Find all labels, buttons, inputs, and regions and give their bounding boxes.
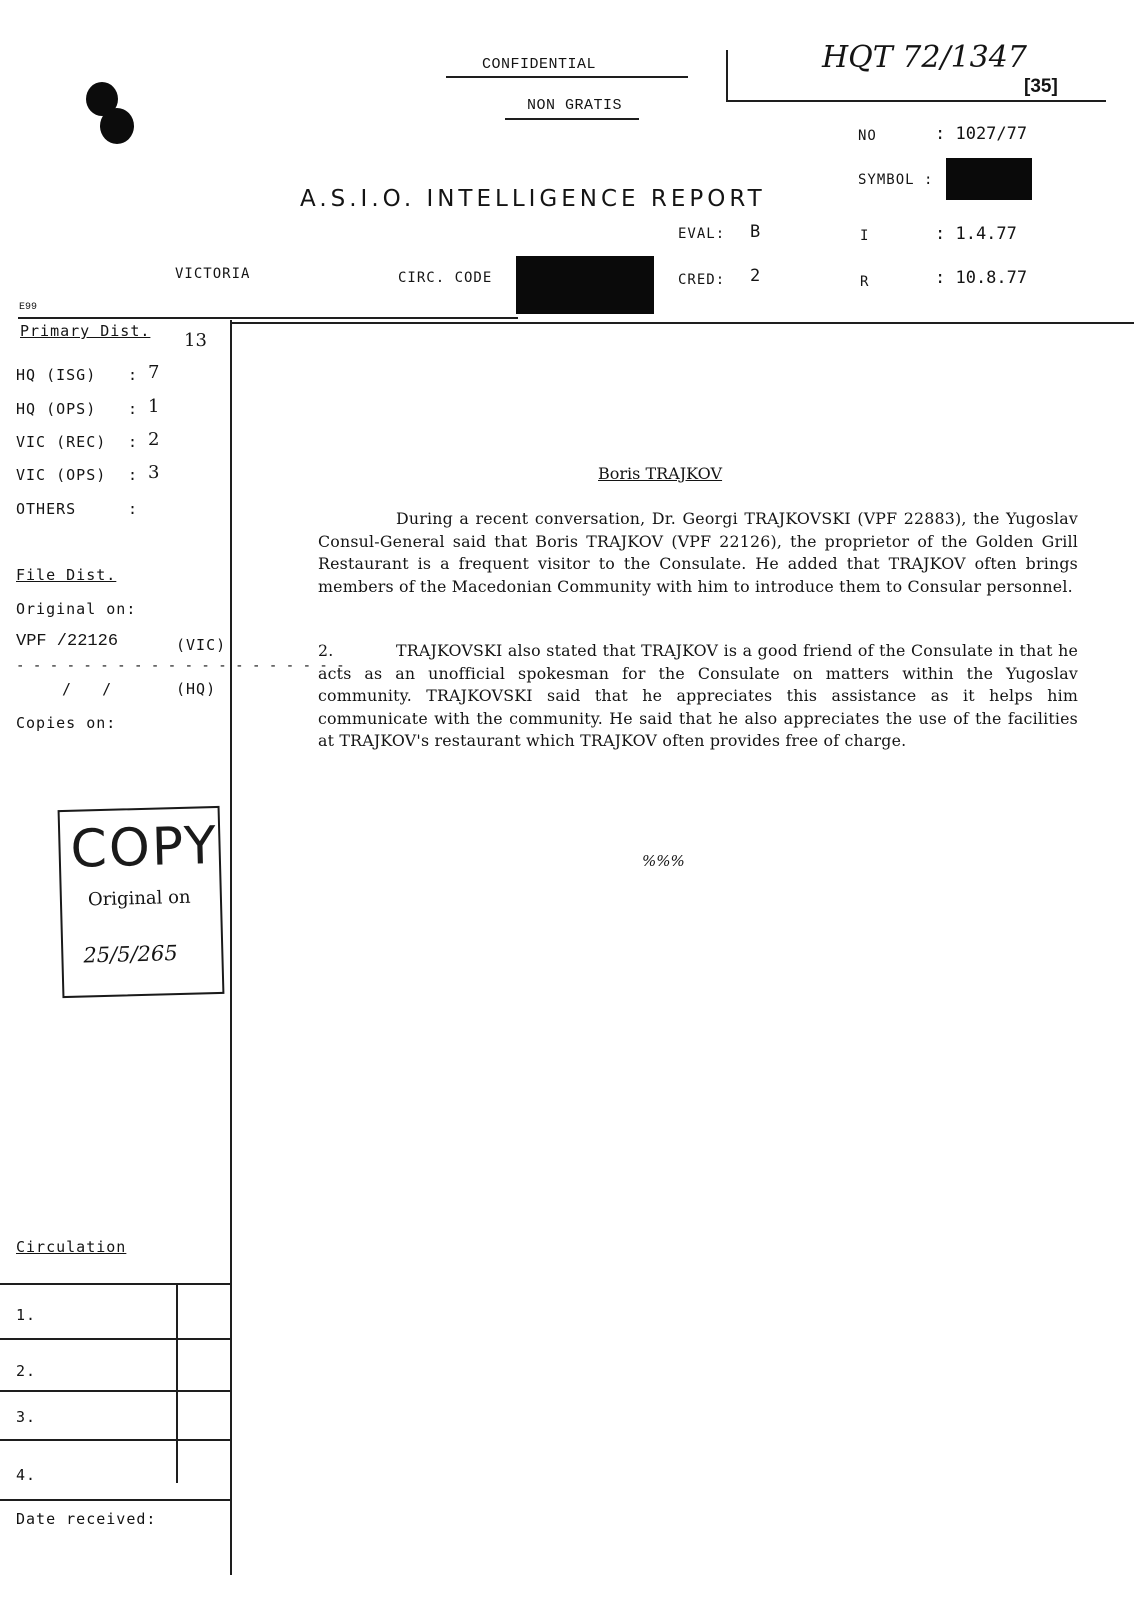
hq-office: (HQ) xyxy=(176,680,217,698)
paragraph-2-text: TRAJKOVSKI also stated that TRAJKOV is a good friend of the Consulate in that he acts as an unofficial spokesman for the Consulate on matters within the Yugoslav community. TRAJKOVSKI said that he appreciates this assistance as it helps him communicate with the community. He said that he also appreciates the use of the facilities at TRAJKOV's restaurant which TRAJKOV often provides free of charge. xyxy=(318,641,1078,750)
original-file-number: VPF /22126 xyxy=(16,632,119,651)
paragraph-2-number: 2. xyxy=(318,641,334,660)
dist-row-label: HQ (OPS) xyxy=(16,400,97,418)
state-label: VICTORIA xyxy=(175,266,251,282)
left-column-divider xyxy=(230,320,232,1575)
cred-value: 2 xyxy=(750,266,761,286)
dist-row-label: OTHERS xyxy=(16,500,77,518)
copy-stamp xyxy=(58,806,225,998)
form-number: E99 xyxy=(19,302,38,313)
report-number-label: NO xyxy=(858,128,877,144)
eval-value: B xyxy=(750,222,761,242)
body-paragraph-1 xyxy=(318,508,1078,598)
circ-code-label: CIRC. CODE xyxy=(398,270,493,286)
copies-on-label: Copies on: xyxy=(16,714,117,732)
dist-row-sep: : xyxy=(128,433,139,451)
body-paragraph-2 xyxy=(318,640,1078,753)
dist-row-label: VIC (OPS) xyxy=(16,466,107,484)
header-rule-left xyxy=(18,317,518,319)
circulation-row-rule xyxy=(0,1499,230,1501)
paragraph-1-text: During a recent conversation, Dr. Georgi TRAJKOVSKI (VPF 22883), the Yugoslav Consul-General said that Boris TRAJKOV (VPF 22126), the proprietor of the Golden Grill Restaurant is a frequent visitor to the Consulate. He added that TRAJKOV often brings members of the Macedonian Community with him to introduce them to Consular personnel. xyxy=(318,509,1078,596)
dist-row-value: 2 xyxy=(148,429,160,450)
end-of-report-mark: %%% xyxy=(642,852,685,870)
symbol-redaction xyxy=(946,158,1032,200)
eval-label: EVAL: xyxy=(678,226,726,242)
handwritten-file-reference: HQT 72/1347 xyxy=(822,40,1027,75)
circulation-row-rule xyxy=(0,1390,230,1392)
report-subject: Boris TRAJKOV xyxy=(598,464,723,483)
dist-row-value: 1 xyxy=(148,396,160,417)
file-ref-box-left xyxy=(726,50,728,102)
symbol-label: SYMBOL : xyxy=(858,172,934,188)
hq-file-blank: / / xyxy=(62,680,113,698)
copy-stamp-date: 25/5/265 xyxy=(83,941,178,968)
date-received-label: Date received: xyxy=(16,1510,157,1528)
circulation-row: 1. xyxy=(16,1306,37,1324)
non-gratis-underline xyxy=(505,118,639,120)
primary-dist-total: 13 xyxy=(184,330,207,351)
r-date-value: : 10.8.77 xyxy=(935,268,1028,288)
dist-row-label: HQ (ISG) xyxy=(16,366,97,384)
confidential-underline xyxy=(446,76,688,78)
i-date-label: I xyxy=(860,228,870,244)
header-rule-right xyxy=(654,322,1134,324)
dash-separator: - - - - - - - - - - - - - - - - - - - - xyxy=(16,658,345,674)
circulation-row: 4. xyxy=(16,1466,37,1484)
circulation-col-divider xyxy=(176,1283,178,1483)
cred-label: CRED: xyxy=(678,272,726,288)
original-on-label: Original on: xyxy=(16,600,137,618)
report-number-value: : 1027/77 xyxy=(935,124,1028,144)
page-reference: [35] xyxy=(1024,76,1058,97)
copy-stamp-original-on: Original on xyxy=(87,886,191,911)
classification-confidential: CONFIDENTIAL xyxy=(482,56,597,73)
r-date-label: R xyxy=(860,274,870,290)
classification-non-gratis: NON GRATIS xyxy=(527,97,623,114)
dist-row-sep: : xyxy=(128,500,139,518)
circulation-row: 2. xyxy=(16,1362,37,1380)
primary-dist-label: Primary Dist. xyxy=(20,322,151,340)
circulation-row-rule xyxy=(0,1439,230,1441)
dist-row-sep: : xyxy=(128,400,139,418)
circulation-rule xyxy=(0,1283,230,1285)
original-office: (VIC) xyxy=(176,636,227,654)
dist-row-sep: : xyxy=(128,366,139,384)
circulation-row-rule xyxy=(0,1338,230,1340)
dist-row-value: 3 xyxy=(148,462,160,483)
paragraph-2 xyxy=(318,640,1078,753)
dist-row-sep: : xyxy=(128,466,139,484)
circulation-row: 3. xyxy=(16,1408,37,1426)
copy-stamp-word: COPY xyxy=(69,815,219,880)
circ-code-redaction xyxy=(516,256,654,314)
file-ref-box-bottom xyxy=(726,100,1106,102)
i-date-value: : 1.4.77 xyxy=(935,224,1017,244)
report-title: A.S.I.O. INTELLIGENCE REPORT xyxy=(300,186,766,212)
ink-blot xyxy=(100,108,134,144)
file-dist-label: File Dist. xyxy=(16,566,117,584)
dist-row-value: 7 xyxy=(148,362,160,383)
dist-row-label: VIC (REC) xyxy=(16,433,107,451)
circulation-label: Circulation xyxy=(16,1238,127,1256)
header-rule-mid xyxy=(232,322,662,324)
